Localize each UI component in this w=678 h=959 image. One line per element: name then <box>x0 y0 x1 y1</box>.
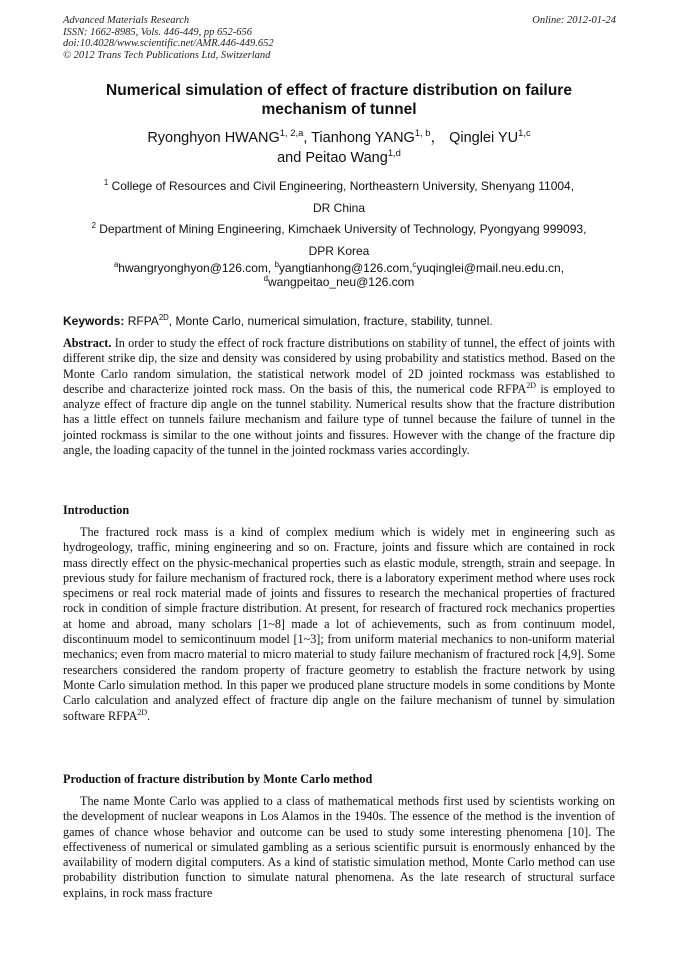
author-affiliation-mark: 1, 2,a <box>279 127 304 139</box>
introduction-superscript: 2D <box>137 707 148 717</box>
author-name: Tianhong YANG <box>311 130 415 146</box>
journal-name: Advanced Materials Research <box>63 15 190 26</box>
abstract-label: Abstract. <box>63 336 112 350</box>
email-line-2 <box>63 275 615 289</box>
affiliation-1 <box>63 175 615 219</box>
abstract-text: is employed to analyze effect of fracture dip angle on the tunnel stability. Numerical results show that the fracture distribution has a little effect on tunnels failure mechanism and failure type of tunnel because the failure of tunnel in the jointed rockmass is similar to the one without joints and fissures. However with the change of the fracture dip angle, the loading capacity of the tunnel in the jointed rockmass varies accordingly. <box>63 381 615 458</box>
keyword-text: , Monte Carlo, numerical simulation, fracture, stability, tunnel. <box>168 314 493 328</box>
email-mark: d <box>263 274 269 283</box>
introduction-text: . <box>147 708 151 723</box>
email-address[interactable]: yuqinglei@mail.neu.edu.cn, <box>416 261 565 275</box>
paper-title <box>63 81 615 119</box>
affiliation-line <box>63 175 615 197</box>
online-date: Online: 2012-01-24 <box>532 15 616 26</box>
affiliation-country: DR China <box>312 201 366 215</box>
author-separator: ， <box>430 130 450 146</box>
introduction-heading: Introduction <box>63 503 130 517</box>
affiliation-text: College of Resources and Civil Engineering, Northeastern University, Shenyang 11004, <box>108 179 575 193</box>
author-affiliation-mark: 1,c <box>518 127 531 139</box>
keyword-superscript: 2D <box>158 313 169 322</box>
email-address[interactable]: yangtianhong@126.com, <box>278 261 413 275</box>
copyright-line: © 2012 Trans Tech Publications Ltd, Switzerland <box>63 49 271 61</box>
title-line-1: Numerical simulation of effect of fracture distribution on failure <box>106 82 572 99</box>
author-line-2 <box>63 148 615 168</box>
author-affiliation-mark: 1, b <box>414 127 431 139</box>
keywords-label: Keywords: <box>63 314 125 328</box>
affiliation-country: DPR Korea <box>308 244 370 258</box>
author-name: Ryonghyon HWANG <box>147 130 280 146</box>
email-mark: a <box>113 260 119 269</box>
doi-line: doi:10.4028/www.scientific.net/AMR.446-449.652 <box>63 38 274 49</box>
abstract <box>63 336 615 458</box>
affiliation-number: 1 <box>103 178 109 187</box>
author-conjunction: and <box>277 150 306 166</box>
email-mark: b <box>274 260 279 269</box>
introduction-text: The fractured rock mass is a kind of complex medium which is widely met in engineering such as hydrogeology, traffic, mining engineering and so on. Fracture, joints and fissure which are contained in rock mass directly effect on the physic-mechanical properties such as elastic module, strength, strain and seepage. In previous study for failure mechanism of fractured rock, there is a laboratory experiment method where uses rock specimens or real rock material made of joints and fissures to research the mechanical properties of fractured rock in condition of simple fracture distribution. At present, for research of fractured rock mechanics properties at home and abroad, many scholars [1~8] made a lot of achievements, such as from continuum model, discontinuum model to semicontinuum model [1~3]; from uniform material mechanics to non-uniform material mechanics; even from macro material to micro material to study failure mechanism of fractured rock [4,9]. Some researchers considered the random property of fracture geometry to establish the fracture network by using Monte Carlo simulation method. In this paper we produced plane structure models in some conditions by Monte Carlo calculation and analyzed effect of fracture dip angle on the failure mechanism of tunnel by simulation software RFPA <box>63 525 615 723</box>
issn-line: ISSN: 1662-8985, Vols. 446-449, pp 652-656 <box>63 26 252 38</box>
affiliation-text: Department of Mining Engineering, Kimchaek University of Technology, Pyongyang 999093, <box>95 222 587 236</box>
author-name: Qinglei YU <box>449 130 519 146</box>
montecarlo-heading: Production of fracture distribution by Monte Carlo method <box>63 772 373 786</box>
journal-header <box>63 15 274 61</box>
keyword-text: RFPA <box>124 314 159 328</box>
affiliation-line <box>63 218 615 240</box>
author-affiliation-mark: 1,d <box>387 147 401 159</box>
email-list <box>63 261 615 289</box>
title-line-2: mechanism of tunnel <box>261 101 417 118</box>
email-address[interactable]: wangpeitao_neu@126.com <box>268 275 415 289</box>
author-line-1 <box>63 128 615 148</box>
author-list <box>63 128 615 168</box>
affiliation-number: 2 <box>91 221 96 230</box>
author-name: Peitao Wang <box>305 150 388 166</box>
email-line-1 <box>63 261 615 275</box>
email-address[interactable]: hwangryonghyon@126.com, <box>118 261 275 275</box>
affiliation-2 <box>63 218 615 262</box>
montecarlo-paragraph: The name Monte Carlo was applied to a class of mathematical methods first used by scientists working on the development of nuclear weapons in Los Alamos in the 1940s. The essence of the method is the invention of games of chance whose behavior and outcome can be used to study some interesting phenomena [10]. The effectiveness of numerical or simulated gambling as a serious scientific pursuit is enormously enhanced by the availability of modern digital computers. As a kind of statistic simulation method, Monte Carlo method can use probability distribution function to simulate natural phenomena. As the late research of structural surface explains, in rock mass fracture <box>63 794 615 900</box>
email-mark: c <box>412 260 417 269</box>
abstract-text: In order to study the effect of rock fracture distributions on stability of tunnel, the effect of joints with different strike dip, the size and density was considered by using probability and statistics method. Based on the Monte Carlo random simulation, the statistical network model of 2D jointed rockmass was established to describe and characterize jointed rock mass. On the basis of this, the numerical code RFPA <box>63 336 615 396</box>
author-separator: , <box>303 130 312 146</box>
keywords <box>63 314 615 329</box>
introduction-paragraph <box>63 525 615 724</box>
abstract-superscript: 2D <box>526 380 536 390</box>
